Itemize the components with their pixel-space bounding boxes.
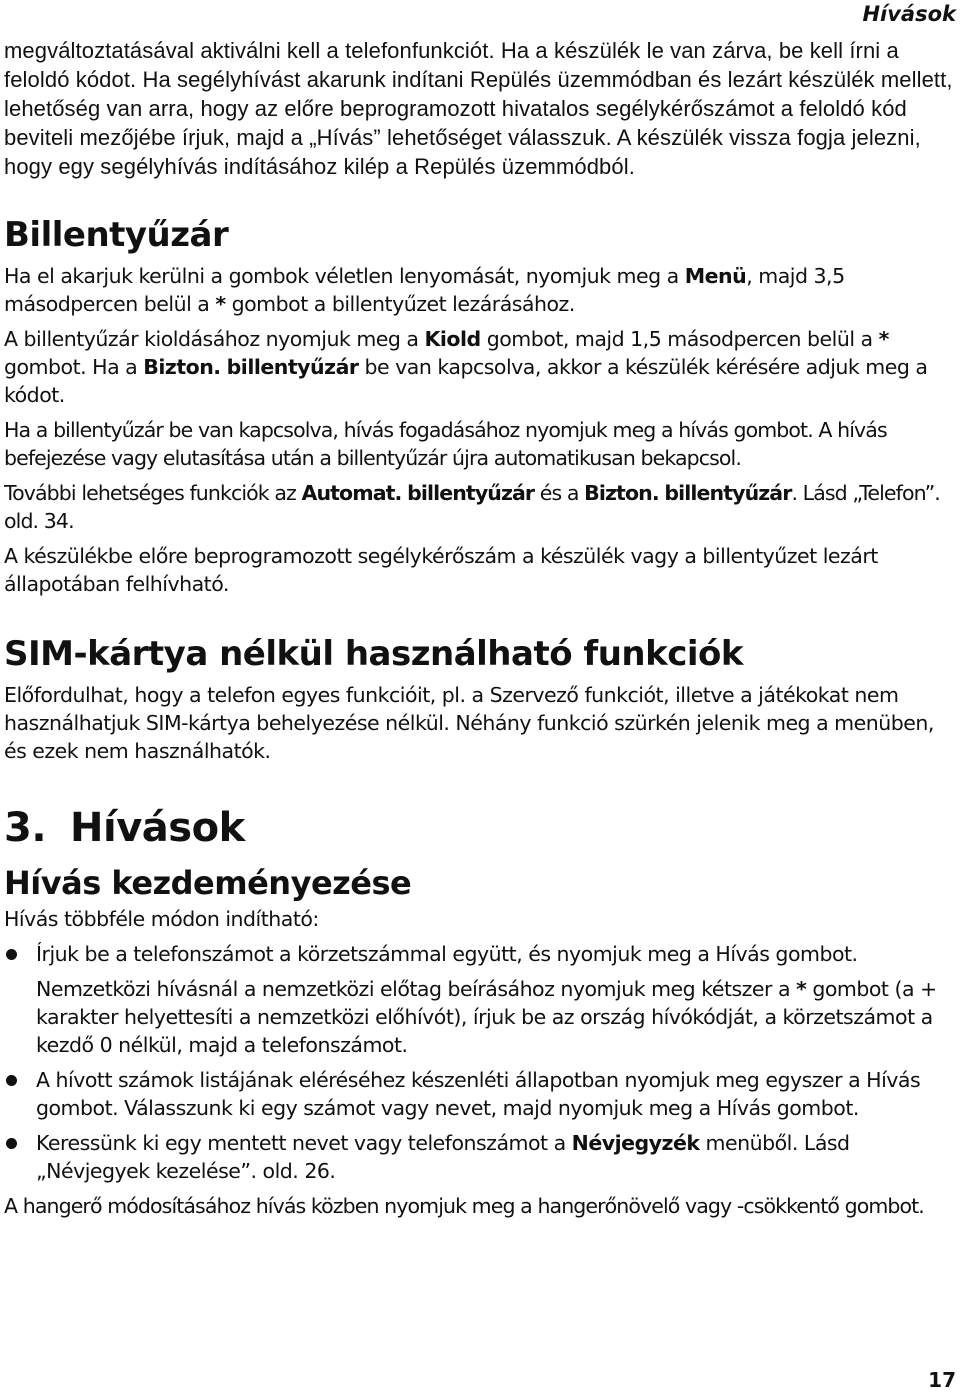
- keylock-paragraph-more: További lehetséges funkciók az Automat. billentyűzár és a Bizton. billentyűzár. Lásd „Telefon”. old. 34.: [4, 481, 940, 533]
- star-key-label: *: [796, 977, 807, 1001]
- keylock-label: billentyűzár: [226, 355, 359, 379]
- auto-label: Automat.: [301, 481, 402, 505]
- list-item-text: Írjuk be a telefonszámot a körzetszámmal együtt, és nyomjuk meg a Hívás gombot.: [36, 942, 858, 966]
- list-item: [4, 940, 958, 1059]
- volume-paragraph: A hangerő módosításához hívás közben nyomjuk meg a hangerőnövelő vagy -csökkentő gombot.: [4, 1194, 924, 1218]
- chapter-title: Hívások: [70, 805, 245, 851]
- sim-paragraph: Előfordulhat, hogy a telefon egyes funkcióit, pl. a Szervező funkciót, illetve a játékokat nem használhatjuk SIM-kártya behelyezése nélkül. Néhány funkció szürkén jelenik meg a menüben, és ezek nem használhatók.: [4, 683, 934, 763]
- keylock-heading: Billentyűzár: [4, 215, 229, 255]
- list-item: [4, 1129, 958, 1185]
- bullet-icon: [6, 1075, 17, 1086]
- keylock-paragraph-emergency: A készülékbe előre beprogramozott segélykérőszám a készülék vagy a billentyűzet lezárt állapotában felhívható.: [4, 544, 878, 596]
- running-header-title: Hívások: [862, 2, 956, 26]
- unlock-key-label: Kiold: [424, 327, 481, 351]
- list-item-subtext: Nemzetközi hívásnál a nemzetközi előtag beírásához nyomjuk meg kétszer a * gombot (a + karakter helyettesíti a nemzetközi előhívót), írjuk be az ország hívókódját, a körzetszámot a kezdő 0 nélkül, majd a telefonszámot.: [36, 977, 937, 1057]
- star-key-label: *: [878, 327, 889, 351]
- keylock-label: billentyűzár: [664, 481, 792, 505]
- contacts-menu-label: Névjegyzék: [571, 1131, 700, 1155]
- keylock-paragraph-unlock: A billentyűzár kioldásához nyomjuk meg a Kiold gombot, majd 1,5 másodpercen belül a * gombot. Ha a Bizton. billentyűzár be van kapcsolva, akkor a készülék kérésére adjuk meg a kódot.: [4, 327, 928, 407]
- menu-key-label: Menü: [684, 264, 747, 288]
- page-content: [4, 36, 958, 1220]
- sim-heading: SIM-kártya nélkül használható funkciók: [4, 634, 743, 674]
- keylock-paragraph-calls: Ha a billentyűzár be van kapcsolva, hívás fogadásához nyomjuk meg a hívás gombot. A hívás befejezése vagy elutasítása után a billentyűzár újra automatikusan bekapcsol.: [4, 418, 887, 470]
- security-label: Bizton.: [584, 481, 659, 505]
- chapter-number: 3.: [4, 805, 47, 851]
- bullet-icon: [6, 1138, 17, 1149]
- chapter-heading: [4, 805, 958, 851]
- keylock-label: billentyűzár: [407, 481, 535, 505]
- star-key-label: *: [215, 292, 226, 316]
- calls-intro: Hívás többféle módon indítható:: [4, 907, 319, 931]
- list-item-text: Keressünk ki egy mentett nevet vagy telefonszámot a Névjegyzék menüből. Lásd „Névjegyek kezelése”. old. 26.: [36, 1131, 850, 1183]
- bullet-icon: [6, 949, 17, 960]
- calls-bullet-list: [4, 940, 958, 1185]
- keylock-paragraph-lock: Ha el akarjuk kerülni a gombok véletlen lenyomását, nyomjuk meg a Menü, majd 3,5 másodpercen belül a * gombot a billentyűzet lezárásához.: [4, 264, 845, 316]
- calls-heading: Hívás kezdeményezése: [4, 864, 412, 902]
- list-item-text: A hívott számok listájának eléréséhez készenléti állapotban nyomjuk meg egyszer a Hívás gombot. Válasszunk ki egy számot vagy nevet, majd nyomjuk meg a Hívás gombot.: [36, 1068, 921, 1120]
- list-item: [4, 1066, 958, 1122]
- intro-paragraph: megváltoztatásával aktiválni kell a telefonfunkciót. Ha a készülék le van zárva, be kell írni a feloldó kódot. Ha segélyhívást akarunk indítani Repülés üzemmódban és lezárt készülék mellett, lehetőség van arra, hogy az előre beprogramozott hivatalos segélykérőszámot a feloldó kód beviteli mezőjébe írjuk, majd a „Hívás” lehetőséget válasszuk. A készülék vissza fogja jelezni, hogy egy segélyhívás indításához kilép a Repülés üzemmódból.: [4, 38, 953, 179]
- page-number: 17: [928, 1368, 956, 1392]
- security-label: Bizton.: [143, 355, 221, 379]
